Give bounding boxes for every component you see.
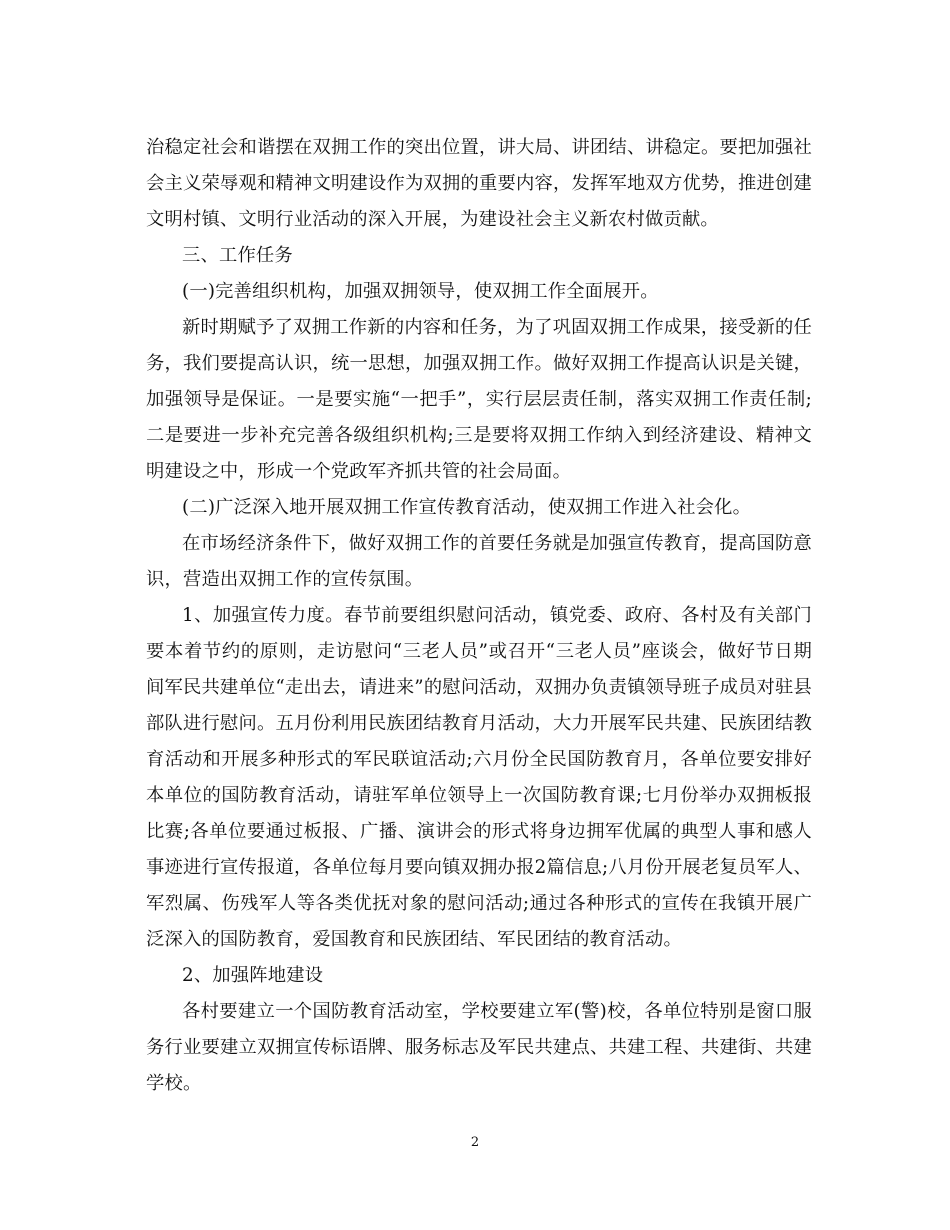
subheading-organization: (一)完善组织机构，加强双拥领导，使双拥工作全面展开。 (182, 281, 659, 302)
paragraph-continuation: 治稳定社会和谐摆在双拥工作的突出位置，讲大局、讲团结、讲稳定。要把加强社会主义荣辱观和精神文明建设作为双拥的重要内容，发挥军地双方优势，推进创建文明村镇、文明行业活动的深入开展，为建设社会主义新农村做贡献。 (146, 137, 812, 230)
document-body (146, 130, 812, 1102)
subheading-publicity: (二)广泛深入地开展双拥工作宣传教育活动，使双拥工作进入社会化。 (182, 497, 752, 518)
item-position-building: 2、加强阵地建设 (182, 965, 324, 986)
paragraph-position-building: 各村要建立一个国防教育活动室，学校要建立军(警)校，各单位特别是窗口服务行业要建立双拥宣传标语牌、服务标志及军民共建点、共建工程、共建街、共建学校。 (146, 1001, 812, 1094)
paragraph-publicity: 在市场经济条件下，做好双拥工作的首要任务就是加强宣传教育，提高国防意识，营造出双拥工作的宣传氛围。 (146, 533, 812, 590)
item-publicity-strength: 1、加强宣传力度。春节前要组织慰问活动，镇党委、政府、各村及有关部门要本着节约的原则，走访慰问“三老人员”或召开“三老人员”座谈会，做好节日期间军民共建单位“走出去，请进来”的慰问活动，双拥办负责镇领导班子成员对驻县部队进行慰问。五月份利用民族团结教育月活动，大力开展军民共建、民族团结教育活动和开展多种形式的军民联谊活动;六月份全民国防教育月，各单位要安排好本单位的国防教育活动，请驻军单位领导上一次国防教育课;七月份举办双拥板报比赛;各单位要通过板报、广播、演讲会的形式将身边拥军优属的典型人事和感人事迹进行宣传报道，各单位每月要向镇双拥办报2篇信息;八月份开展老复员军人、军烈属、伤残军人等各类优抚对象的慰问活动;通过各种形式的宣传在我镇开展广泛深入的国防教育，爱国教育和民族团结、军民团结的教育活动。 (146, 605, 812, 950)
page-number: 2 (470, 1135, 480, 1150)
paragraph-organization: 新时期赋予了双拥工作新的内容和任务，为了巩固双拥工作成果，接受新的任务，我们要提高认识，统一思想，加强双拥工作。做好双拥工作提高认识是关键，加强领导是保证。一是要实施“一把手”，实行层层责任制，落实双拥工作责任制;二是要进一步补充完善各级组织机构;三是要将双拥工作纳入到经济建设、精神文明建设之中，形成一个党政军齐抓共管的社会局面。 (146, 317, 812, 482)
section-heading-work-tasks: 三、工作任务 (182, 245, 293, 266)
